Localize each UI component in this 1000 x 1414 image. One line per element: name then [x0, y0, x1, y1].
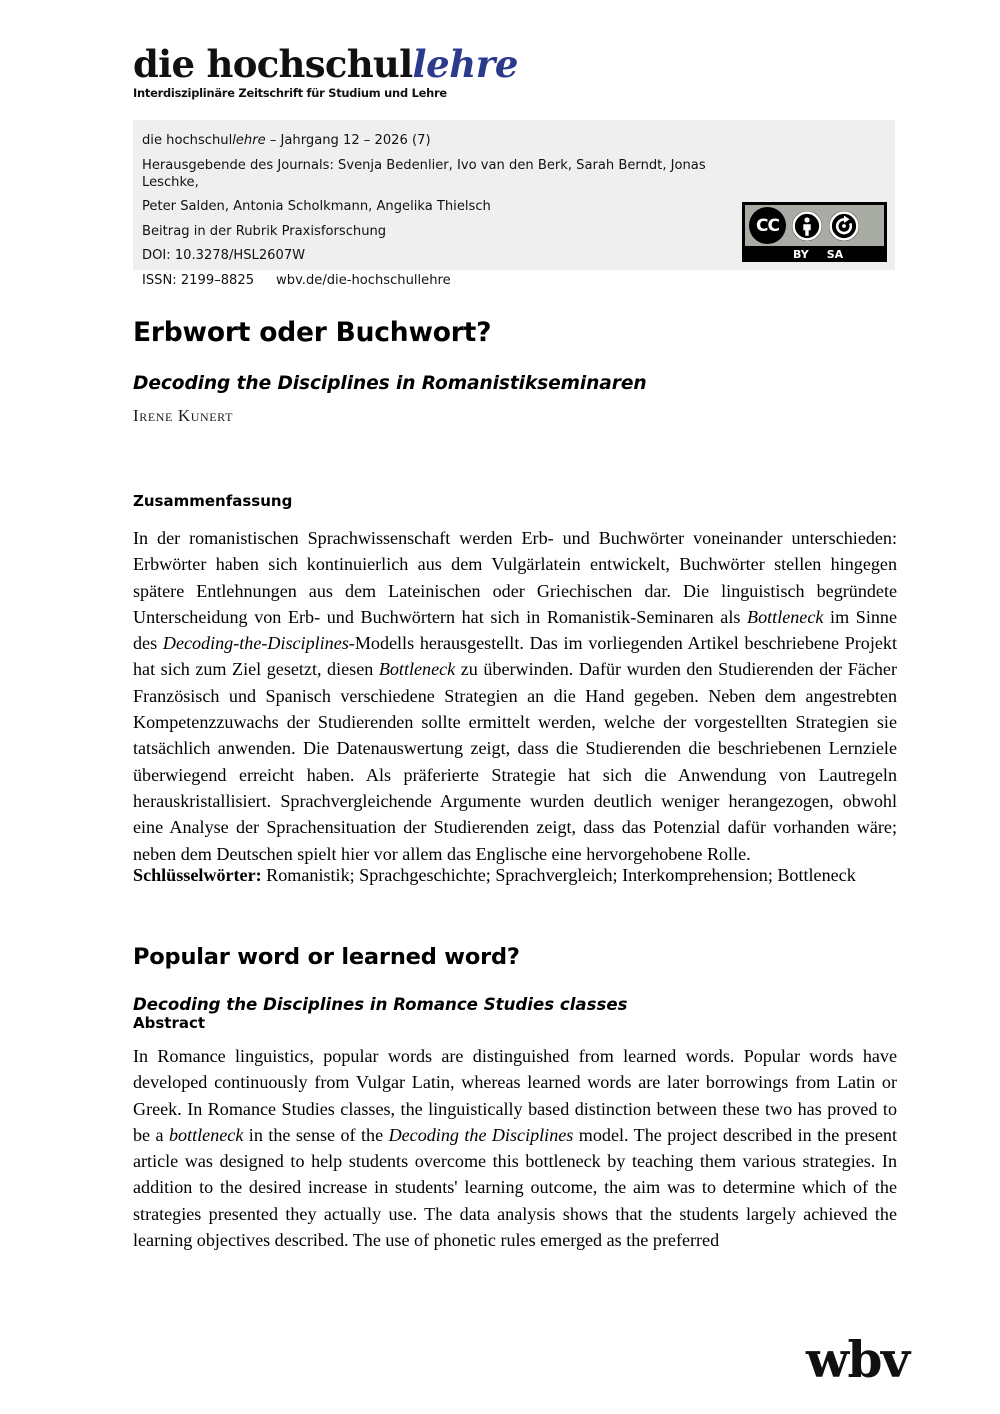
journal-logo-accent-part: lehre — [412, 42, 519, 86]
publisher-logo-wbv: wbv — [806, 1330, 909, 1389]
issue-journal-name: die hochschul — [142, 133, 233, 148]
journal-tagline: Interdisziplinäre Zeitschrift für Studium und Lehre — [133, 85, 447, 100]
attribution-person-icon — [792, 211, 822, 241]
cc-sa-label: SA — [826, 247, 844, 261]
keywords-line — [133, 862, 897, 888]
cc-by-label: BY — [793, 247, 809, 261]
cc-license-badge[interactable] — [742, 202, 887, 262]
abstract-heading: Abstract — [133, 1014, 206, 1032]
journal-logo-black-part: die hochschul — [133, 42, 413, 86]
journal-metadata-box — [133, 120, 895, 289]
article-author: Irene Kunert — [133, 406, 233, 425]
keywords-label: Schlüsselwörter: — [133, 865, 262, 885]
journal-url-link[interactable]: wbv.de/die-hochschullehre — [276, 273, 451, 289]
creative-commons-icon: CC — [749, 207, 786, 244]
issn-value: ISSN: 2199–8825 — [142, 273, 255, 289]
zusammenfassung-heading: Zusammenfassung — [133, 492, 293, 510]
german-abstract-text: In der romanistischen Sprachwissenschaft werden Erb- und Buchwörter voneinander unterschieden: Erbwörter haben sich kontinuierlich aus dem Vulgärlatein entwickelt, Buchwörter stellen hingegen spätere Entlehnungen aus dem Lateinischen oder Griechischen dar. Die linguistisch begründete Unterscheidung von Erb- und Buchwörtern hat sich in Romanistik-Seminaren als Bottleneck im Sinne des Decoding-the-Disciplines-Modells herausgestellt. Das im vorliegenden Artikel beschriebene Projekt hat sich zum Ziel gesetzt, diesen Bottleneck zu überwinden. Dafür wurden den Studierenden der Fächer Französisch und Spanisch verschiedene Strategien an die Hand gegeben. Neben dem angestrebten Kompetenzzuwachs der Studierenden sollte ermittelt werden, welche der vorgestellten Strategien sie tatsächlich anwenden. Die Datenauswertung zeigt, dass die Studierenden die beschriebenen Lernziele überwiegend erreicht haben. Als präferierte Strategie hat sich die Anwendung von Lautregeln herauskristallisiert. Sprachvergleichende Argumente wurden deutlich weniger herangezogen, obwohl eine Analyse der Sprachensituation der Studierenden zeigt, dass das Potenzial dafür vorhanden wäre; neben dem Deutschen spielt hier vor allem das Englische eine hervorgehobene Rolle. — [133, 528, 897, 864]
english-abstract-text: In Romance linguistics, popular words are distinguished from learned words. Popular words have developed continuously from Vulgar Latin, whereas learned words are later borrowings from Latin or Greek. In Romance Studies classes, the linguistically based distinction between these two has proved to be a bottleneck in the sense of the Decoding the Disciplines model. The project described in the present article was designed to help students overcome this bottleneck by teaching them various strategies. In addition to the desired increase in students' learning outcome, the aim was to determine which of the strategies presented they actually use. The data analysis shows that the students largely achieved the learning objectives described. The use of phonetic rules emerged as the preferred — [133, 1046, 897, 1251]
rubric-line: Beitrag in der Rubrik Praxisforschung — [142, 223, 387, 239]
cc-badge-labels-row — [745, 246, 884, 262]
issn-url-line — [142, 272, 742, 290]
editors-line-1: Herausgebende des Journals: Svenja Bedenlier, Ivo van den Berk, Sarah Berndt, Jonas Leschke, — [142, 157, 706, 191]
doi-line[interactable]: DOI: 10.3278/HSL2607W — [142, 248, 306, 264]
issue-volume-year: – Jahrgang 12 – 2026 (7) — [265, 133, 431, 148]
article-title: Erbwort oder Buchwort? — [133, 316, 492, 348]
editors-line-2: Peter Salden, Antonia Scholkmann, Angelika Thielsch — [142, 199, 491, 215]
cc-badge-icons-row — [745, 205, 884, 246]
article-subtitle: Decoding the Disciplines in Romanistikseminaren — [133, 373, 647, 395]
journal-logo-wordmark — [133, 42, 653, 86]
english-title: Popular word or learned word? — [133, 943, 520, 970]
issue-line — [142, 132, 742, 150]
issue-journal-name-italic: lehre — [232, 133, 266, 148]
share-alike-circular-arrow-icon — [829, 211, 859, 241]
metadata-lines — [142, 132, 742, 290]
english-subtitle: Decoding the Disciplines in Romance Studies classes — [133, 994, 628, 1014]
journal-masthead — [133, 42, 653, 100]
keywords-value: Romanistik; Sprachgeschichte; Sprachvergleich; Interkomprehension; Bottleneck — [261, 865, 856, 885]
